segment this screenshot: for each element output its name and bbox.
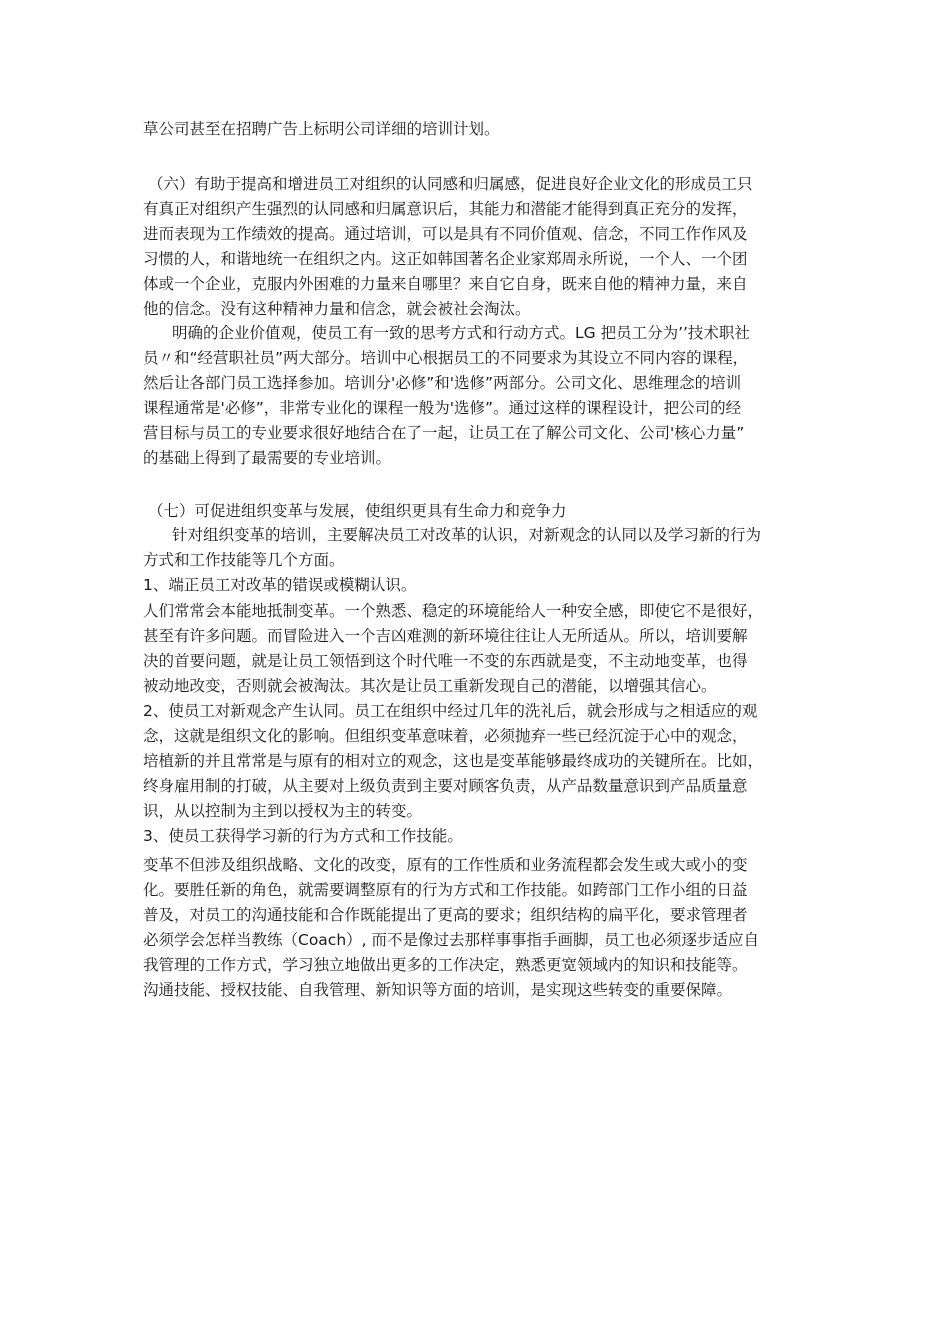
text-line: 他的信念。没有这种精神力量和信念，就会被社会淘汰。 [143, 300, 531, 318]
text-line: 必须学会怎样当教练（Coach）, 而不是像过去那样事事指手画脚，员工也必须逐步适应自 [143, 931, 760, 949]
list-item-heading: 1、端正员工对改革的错误或模糊认识。 [143, 576, 417, 594]
text-line: 沟通技能、授权技能、自我管理、新知识等方面的培训，是实现这些转变的重要保障。 [143, 981, 733, 999]
text-line: 我管理的工作方式，学习独立地做出更多的工作决定，熟悉更宽领域内的知识和技能等。 [143, 956, 748, 974]
text-line: 课程通常是'必修”，非常专业化的课程一般为'选修”。通过这样的课程设计，把公司的经 [143, 399, 742, 417]
text-line: 草公司甚至在招聘广告上标明公司详细的培训计划。 [143, 120, 500, 138]
section-heading-7: （七）可促进组织变革与发展，使组织更具有生命力和竞争力 [148, 502, 567, 520]
text-line: 化。要胜任新的角色，就需要调整原有的行为方式和工作技能。如跨部门工作小组的日益 [143, 881, 748, 899]
text-line: 被动地改变，否则就会被淘汰。其次是让员工重新发现自己的潜能，以增强其信心。 [143, 677, 717, 695]
text-line: 体或一个企业，克服内外困难的力量来自哪里？来自它自身，既来自他的精神力量，来自 [143, 275, 748, 293]
text-line: 培植新的并且常常是与原有的相对立的观念，这也是变革能够最终成功的关键所在。比如， [143, 752, 764, 770]
text-line: 方式和工作技能等几个方面。 [143, 551, 345, 569]
list-item-heading: 3、使员工获得学习新的行为方式和工作技能。 [143, 827, 463, 845]
text-line: 然后让各部门员工选择参加。培训分'必修”和'选修”两部分。公司文化、思维理念的培训 [143, 374, 742, 392]
text-line: 人们常常会本能地抵制变革。一个熟悉、稳定的环境能给人一种安全感，即使它不是很好， [143, 602, 764, 620]
text-line: 决的首要问题，就是让员工领悟到这个时代唯一不变的东西就是变，不主动地变革，也得 [143, 652, 748, 670]
text-line: 明确的企业价值观，使员工有一致的思考方式和行动方式。LG 把员工分为’’技术职社 [172, 324, 750, 342]
text-line: 有真正对组织产生强烈的认同感和归属意识后，其能力和潜能才能得到真正充分的发挥， [143, 200, 748, 218]
list-item-heading: 2、使员工对新观念产生认同。员工在组织中经过几年的洗礼后，就会形成与之相适应的观 [143, 702, 758, 720]
text-line: 营目标与员工的专业要求很好地结合在了一起，让员工在了解公司文化、公司'核心力量” [143, 424, 745, 442]
text-line: 员〃和“经营职社员”两大部分。培训中心根据员工的不同要求为其设立不同内容的课程， [143, 349, 749, 367]
text-line: 识，从以控制为主到以授权为主的转变。 [143, 802, 423, 820]
text-line: 念，这就是组织文化的影响。但组织变革意味着，必须抛弃一些已经沉淀于心中的观念， [143, 727, 748, 745]
text-line: 变革不但涉及组织战略、文化的改变，原有的工作性质和业务流程都会发生或大或小的变 [143, 856, 748, 874]
text-line: 针对组织变革的培训，主要解决员工对改革的认识，对新观念的认同以及学习新的行为 [172, 526, 762, 544]
text-line: 习惯的人，和谐地统一在组织之内。这正如韩国著名企业家郑周永所说，一个人、一个团 [143, 250, 748, 268]
text-line: 甚至有许多问题。而冒险进入一个吉凶难测的新环境往往让人无所适从。所以，培训要解 [143, 627, 748, 645]
text-line: 的基础上得到了最需要的专业培训。 [143, 449, 392, 467]
text-line: 终身雇用制的打破，从主要对上级负责到主要对顾客负责，从产品数量意识到产品质量意 [143, 777, 748, 795]
section-heading-6: （六）有助于提高和增进员工对组织的认同感和归属感，促进良好企业文化的形成员工只 [148, 175, 753, 193]
text-line: 普及，对员工的沟通技能和合作既能提出了更高的要求；组织结构的扁平化，要求管理者 [143, 906, 748, 924]
text-line: 进而表现为工作绩效的提高。通过培训，可以是具有不同价值观、信念，不同工作作风及 [143, 225, 748, 243]
